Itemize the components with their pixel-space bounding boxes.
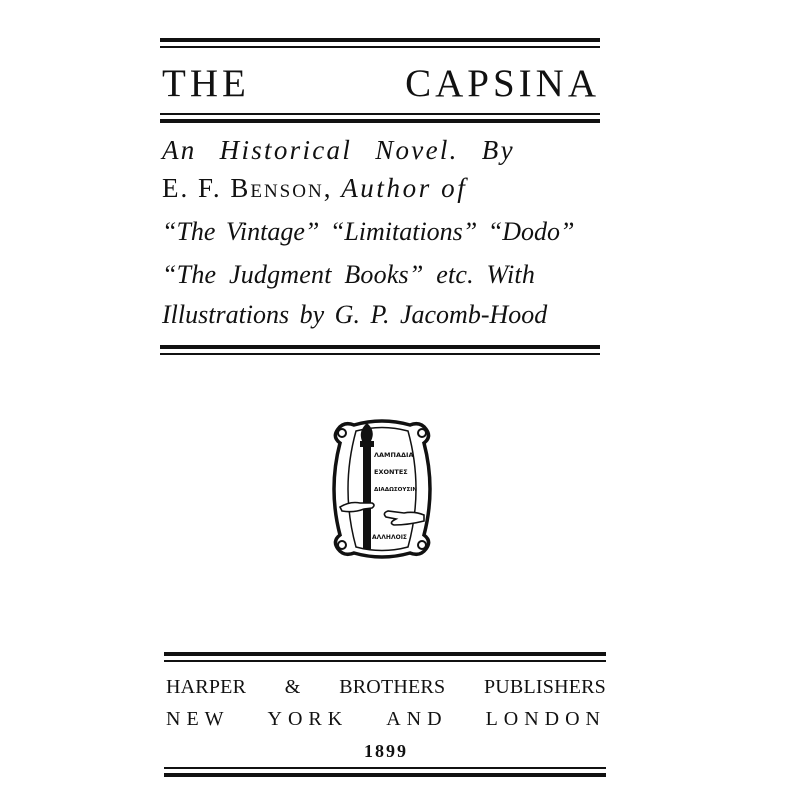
title-word: CAPSINA xyxy=(405,62,600,105)
publication-year: 1899 xyxy=(364,741,408,761)
publisher-emblem xyxy=(324,415,440,563)
title-rule-thin xyxy=(160,113,600,115)
author-name: E. F. Benson, xyxy=(162,173,333,203)
title-rule-thick xyxy=(160,119,600,123)
bottom-rule-thin xyxy=(164,767,606,769)
torch-cup xyxy=(360,441,374,447)
publisher-word: BROTHERS xyxy=(339,676,446,698)
book-title xyxy=(162,64,600,103)
publisher-word: PUBLISHERS xyxy=(483,676,606,698)
subtitle-line-2 xyxy=(162,175,600,202)
emblem-inscription: ΛΑΜΠΑΔΙΑ xyxy=(374,451,414,459)
subtitle-rule-thick xyxy=(160,345,600,349)
emblem-inscription: ΑΛΛΗΛΟΙΣ xyxy=(372,534,408,541)
emblem-inscription: ΕΧΟΝΤΕΣ xyxy=(374,468,408,476)
subtitle-line-5: Illustrations by G. P. Jacomb-Hood xyxy=(162,300,548,329)
author-of: Author of xyxy=(341,173,468,203)
subtitle-line-4: “The Judgment Books” etc. With xyxy=(162,260,536,289)
publisher-rule-thin xyxy=(164,660,606,662)
publisher-word: & xyxy=(284,676,301,698)
city-word: AND xyxy=(386,708,448,730)
subtitle-rule-thin xyxy=(160,353,600,355)
subtitle-line-3: “The Vintage” “Limitations” “Dodo” xyxy=(162,217,575,246)
torch-staff xyxy=(363,445,371,549)
publisher-cities xyxy=(166,709,606,729)
publisher-name xyxy=(166,677,606,697)
subtitle-line-1: An Historical Novel. By xyxy=(162,135,515,165)
city-word: NEW xyxy=(166,708,230,730)
publisher-word: HARPER xyxy=(166,676,247,698)
bottom-rule-thick xyxy=(164,773,606,777)
city-word: YORK xyxy=(267,708,349,730)
title-word: THE xyxy=(162,62,250,105)
publisher-rule-thick xyxy=(164,652,606,656)
top-rule-thin xyxy=(160,46,600,48)
city-word: LONDON xyxy=(485,708,606,730)
emblem-inscription: ΔΙΑΔΩΣΟΥΣΙΝ xyxy=(374,487,418,493)
top-rule-thick xyxy=(160,38,600,42)
